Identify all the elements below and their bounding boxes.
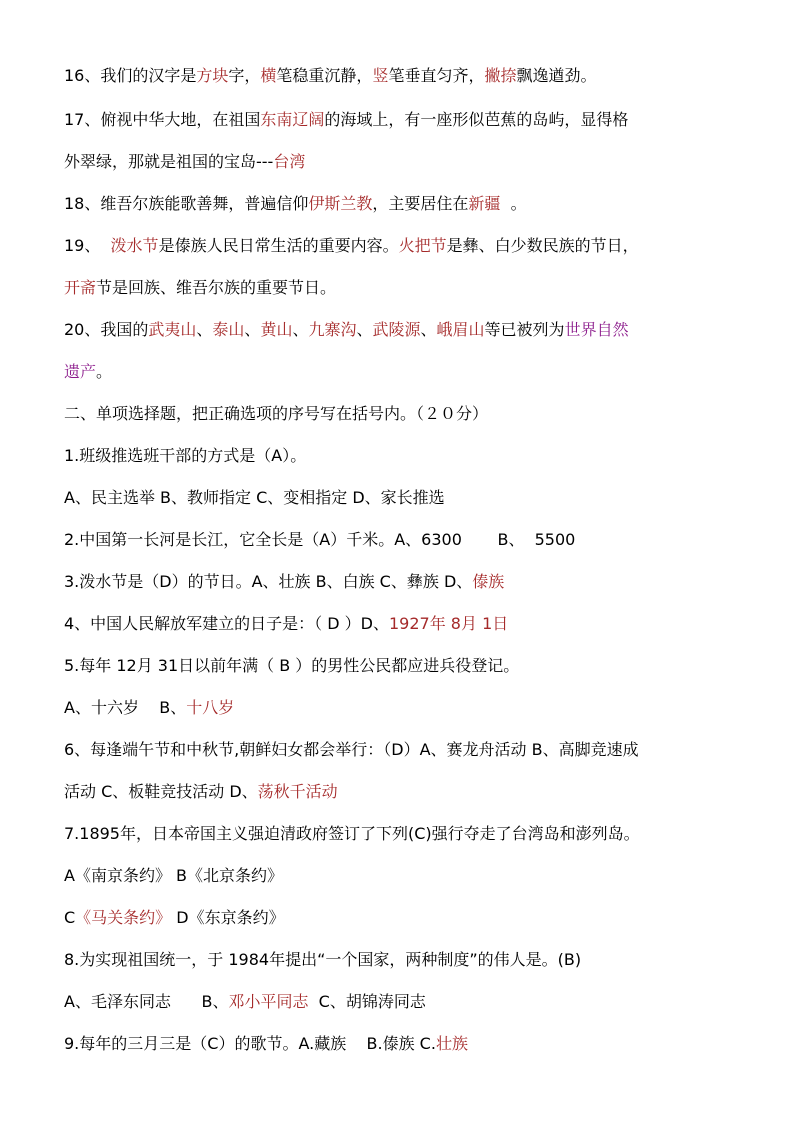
text-run: 7.1895年，日本帝国主义强迫清政府签订了下列(C)强行夺走了台湾岛和澎列岛。: [64, 824, 640, 843]
text-run: 邓小平同志: [228, 992, 309, 1011]
text-run: 、: [196, 320, 213, 339]
text-run: 台湾: [273, 152, 306, 171]
text-line-c2: [64, 528, 754, 552]
text-run: 世界自然: [564, 320, 629, 339]
text-run: A、毛泽东同志 B、: [64, 992, 229, 1011]
text-run: C: [64, 908, 76, 927]
text-run: C、胡锦涛同志: [308, 992, 426, 1011]
text-run: 等已被列为: [484, 320, 565, 339]
text-line-c7: [64, 822, 754, 846]
text-run: 、: [244, 320, 261, 339]
text-run: 笔稳重沉静，: [276, 66, 373, 85]
text-line-q17b: [64, 150, 754, 174]
text-run: 的海域上，有一座形似芭蕉的岛屿，显得格: [324, 110, 629, 129]
text-run: 18、维吾尔族能歌善舞，普遍信仰: [64, 194, 309, 213]
text-run: D《东京条约》: [171, 908, 285, 927]
text-run: 16、我们的汉字是: [64, 66, 197, 85]
text-run: 东南辽阔: [260, 110, 325, 129]
text-line-q19a: [64, 234, 754, 258]
text-run: 九寨沟: [308, 320, 357, 339]
text-run: 横: [260, 66, 277, 85]
text-run: 2.中国第一长河是长江，它全长是（A）千米。A、6300 B、 5500: [64, 530, 576, 549]
text-run: 竖: [372, 66, 389, 85]
text-line-q16: [64, 64, 754, 88]
text-run: 二、单项选择题，把正确选项的序号写在括号内。（２０分）: [64, 404, 489, 423]
text-line-c5: [64, 654, 754, 678]
text-run: 9.每年的三月三是（C）的歌节。A.藏族 B.傣族 C.: [64, 1034, 436, 1053]
text-line-c1o: [64, 486, 754, 510]
text-run: 、: [292, 320, 309, 339]
text-run: 荡秋千活动: [257, 782, 338, 801]
text-run: 黄山: [260, 320, 293, 339]
text-run: A《南京条约》 B《北京条约》: [64, 866, 284, 885]
text-line-c7o2: [64, 906, 754, 930]
text-line-sec2: [64, 402, 754, 426]
text-line-c3: [64, 570, 754, 594]
text-run: 6、每逢端午节和中秋节,朝鲜妇女都会举行：（D）A、赛龙舟活动 B、高脚竞速成: [64, 740, 639, 759]
text-line-c7o1: [64, 864, 754, 888]
text-run: 19、: [64, 236, 111, 255]
text-run: 傣族: [472, 572, 505, 591]
text-run: A、民主选举 B、教师指定 C、变相指定 D、家长推选: [64, 488, 445, 507]
text-run: 泰山: [212, 320, 245, 339]
text-line-c1: [64, 444, 754, 468]
text-run: 1927年 8月 1日: [389, 614, 509, 633]
text-run: 8.为实现祖国统一，于 1984年提出“一个国家，两种制度”的伟人是。(B): [64, 950, 582, 969]
text-run: 新疆: [468, 194, 501, 213]
text-run: 武夷山: [148, 320, 197, 339]
text-line-q20a: [64, 318, 754, 342]
text-run: 遗产: [64, 362, 97, 381]
text-line-c5o: [64, 696, 754, 720]
text-run: 外翠绿，那就是祖国的宝岛---: [64, 152, 274, 171]
text-run: 、: [356, 320, 373, 339]
text-run: 方块: [196, 66, 229, 85]
text-line-c6b: [64, 780, 754, 804]
text-run: 、: [420, 320, 437, 339]
text-run: 是傣族人民日常生活的重要内容。: [158, 236, 399, 255]
text-run: 3.泼水节是（D）的节日。A、壮族 B、白族 C、彝族 D、: [64, 572, 473, 591]
text-run: 字，: [228, 66, 261, 85]
text-run: 伊斯兰教: [308, 194, 373, 213]
text-run: 《马关条约》: [75, 908, 172, 927]
text-line-q20b: [64, 360, 754, 384]
text-run: 。: [500, 194, 527, 213]
text-line-c8o: [64, 990, 754, 1014]
text-run: 撇捺: [484, 66, 517, 85]
text-line-c6a: [64, 738, 754, 762]
text-run: 火把节: [398, 236, 447, 255]
text-run: 峨眉山: [436, 320, 485, 339]
text-line-q19b: [64, 276, 754, 300]
text-run: 壮族: [435, 1034, 468, 1053]
text-run: 飘逸遒劲。: [516, 66, 597, 85]
text-run: 开斋: [64, 278, 97, 297]
text-run: 泼水节: [110, 236, 159, 255]
text-run: 。: [96, 362, 113, 381]
text-run: 17、俯视中华大地，在祖国: [64, 110, 261, 129]
text-run: 节是回族、维吾尔族的重要节日。: [96, 278, 337, 297]
text-run: 5.每年 12月 31日以前年满（ B ）的男性公民都应进兵役登记。: [64, 656, 520, 675]
text-run: 笔垂直匀齐，: [388, 66, 485, 85]
text-line-c4: [64, 612, 754, 636]
text-line-c8: [64, 948, 754, 972]
text-run: 武陵源: [372, 320, 421, 339]
text-line-c9: [64, 1032, 754, 1056]
text-run: 4、中国人民解放军建立的日子是：（ D ）D、: [64, 614, 389, 633]
text-run: 1.班级推选班干部的方式是（A）。: [64, 446, 307, 465]
text-run: 20、我国的: [64, 320, 149, 339]
text-line-q18: [64, 192, 754, 216]
text-run: A、十六岁 B、: [64, 698, 187, 717]
text-line-q17a: [64, 108, 754, 132]
text-run: ，主要居住在: [372, 194, 469, 213]
text-run: 十八岁: [186, 698, 235, 717]
text-run: 是彝、白少数民族的节日，: [446, 236, 639, 255]
text-run: 活动 C、板鞋竞技活动 D、: [64, 782, 258, 801]
